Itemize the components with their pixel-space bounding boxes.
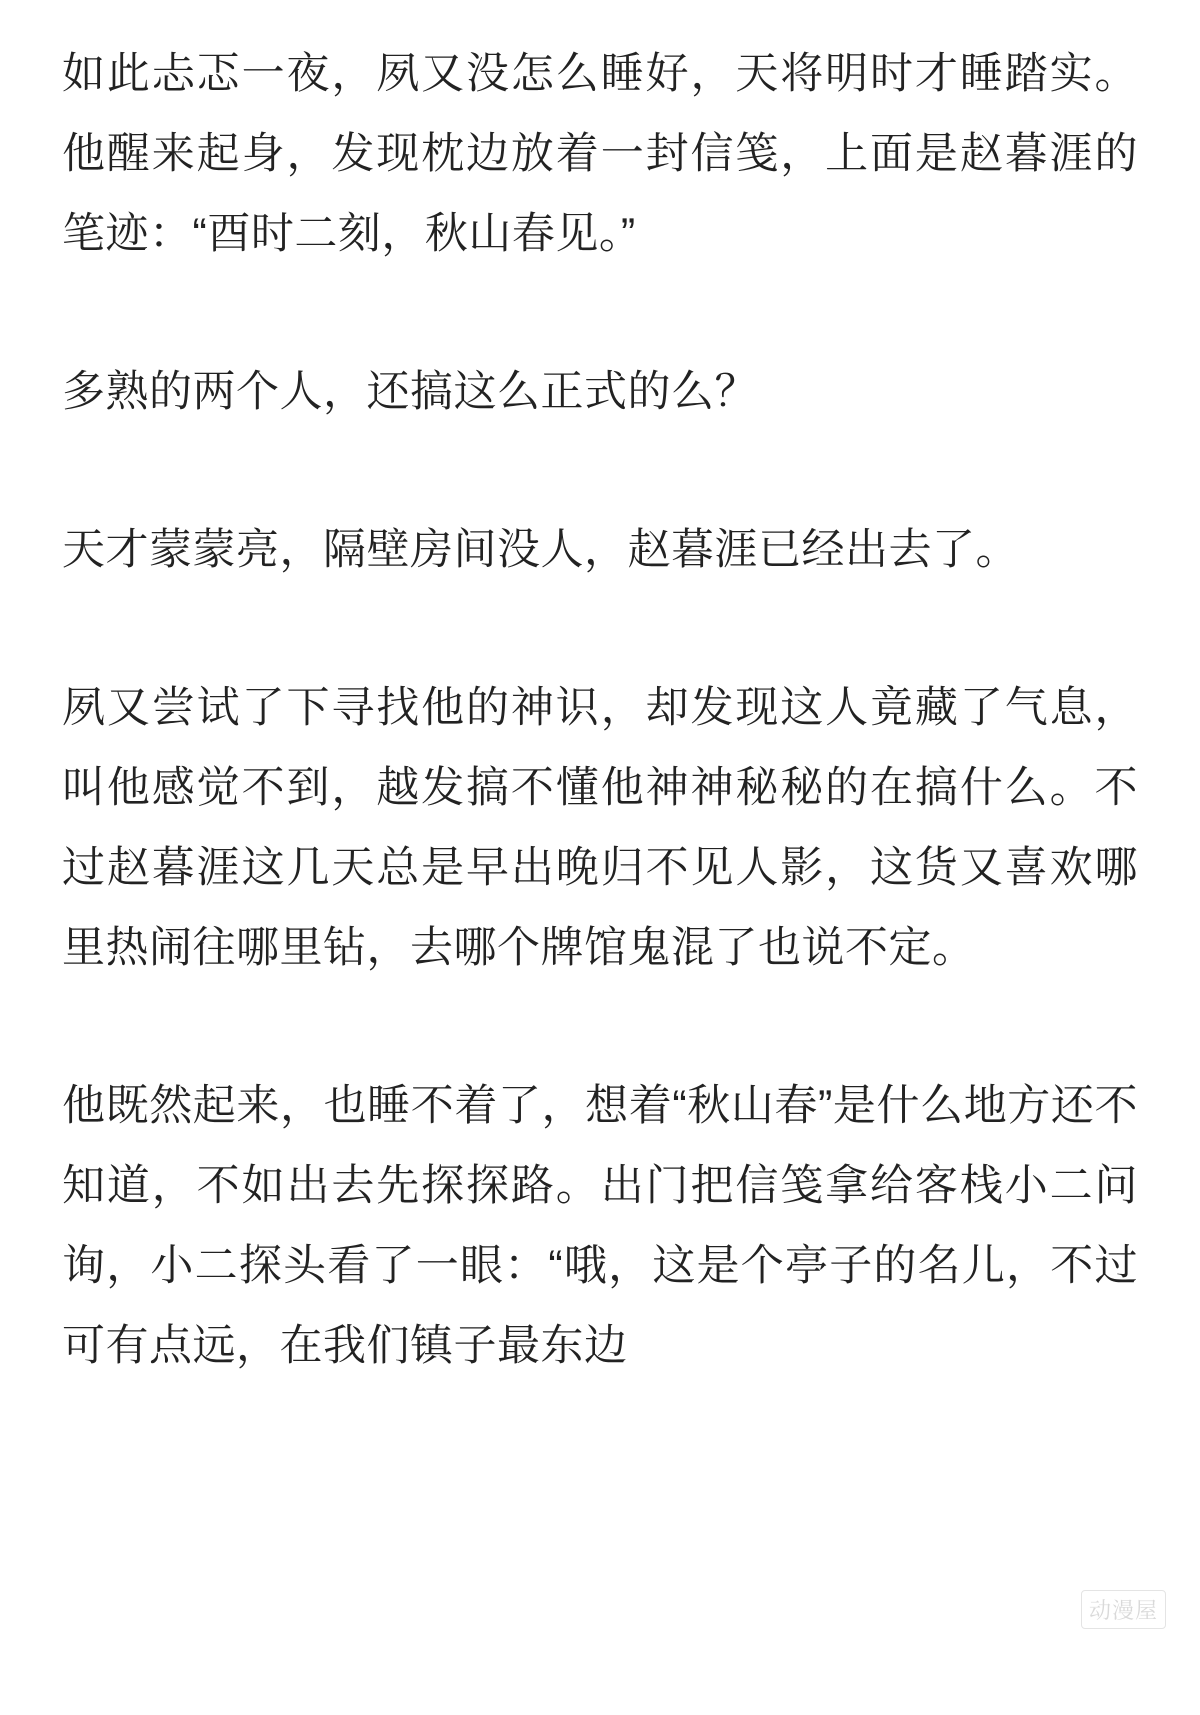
paragraph: 夙又尝试了下寻找他的神识，却发现这人竟藏了气息，叫他感觉不到，越发搞不懂他神神秘秘的在搞什么。不过赵暮涯这几天总是早出晚归不见人影，这货又喜欢哪里热闹往哪里钻，去哪个牌馆鬼混了也说不定。: [62, 684, 1138, 972]
paragraph: 天才蒙蒙亮，隔壁房间没人，赵暮涯已经出去了。: [62, 526, 1019, 574]
paragraph: 如此忐忑一夜，夙又没怎么睡好，天将明时才睡踏实。他醒来起身，发现枕边放着一封信笺，上面是赵暮涯的笔迹：“酉时二刻，秋山春见。”: [62, 50, 1138, 258]
text-content: [62, 34, 1138, 1386]
paragraph: 多熟的两个人，还搞这么正式的么？: [62, 368, 758, 416]
paragraph: 他既然起来，也睡不着了，想着“秋山春”是什么地方还不知道，不如出去先探探路。出门把信笺拿给客栈小二问询，小二探头看了一眼：“哦，这是个亭子的名儿，不过可有点远，在我们镇子最东边: [62, 1082, 1138, 1370]
watermark: 动漫屋: [1081, 1590, 1166, 1629]
